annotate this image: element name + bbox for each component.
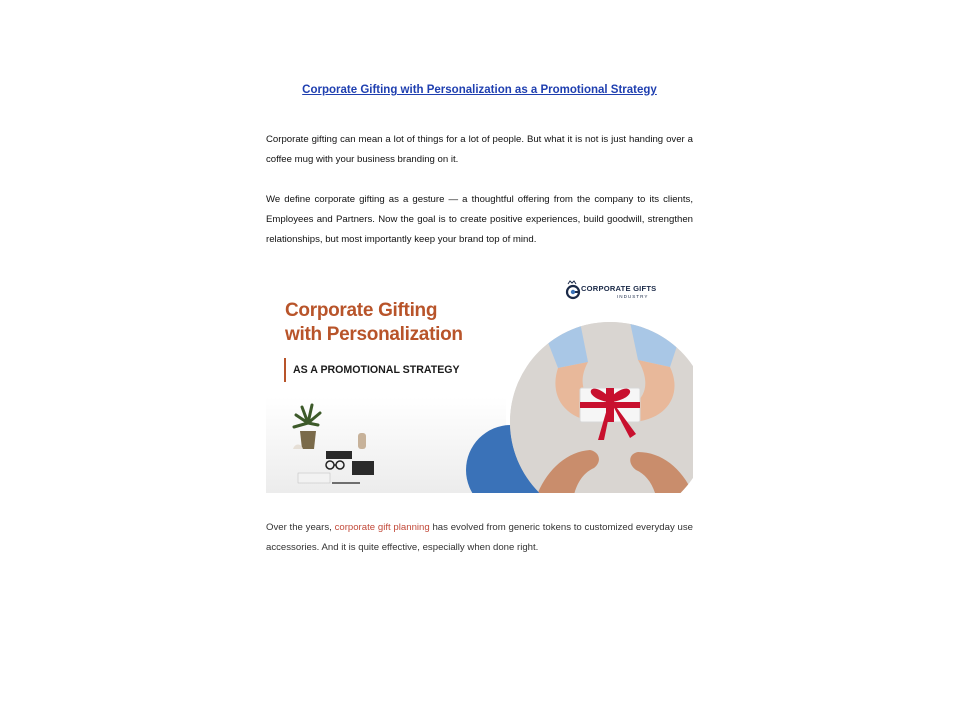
logo-subtext: INDUSTRY xyxy=(617,294,649,299)
desk-decor-icon xyxy=(288,403,398,489)
logo-mark-icon xyxy=(565,280,581,300)
promo-banner-image xyxy=(266,277,693,493)
banner-heading-line-1: Corporate Gifting xyxy=(285,300,438,321)
banner-heading-line-2: with Personalization xyxy=(285,324,463,345)
gift-hands-illustration xyxy=(510,322,693,493)
closing-paragraph xyxy=(266,518,693,558)
definition-paragraph: We define corporate gifting as a gesture — a thoughtful offering from the company to its clients, Employees and Partners. Now the goal is to create positive experiences, build goodwill, strengthen relationships, but most importantly keep your brand top of mind. xyxy=(266,194,693,245)
banner-heading xyxy=(285,299,463,347)
corporate-gift-planning-link[interactable]: corporate gift planning xyxy=(334,522,430,533)
document-title[interactable]: Corporate Gifting with Personalization as a Promotional Strategy xyxy=(302,84,657,96)
closing-text-after: has evolved from generic tokens to customized everyday use accessories. And it is quite effective, especially when done right. xyxy=(266,522,693,553)
logo-text: CORPORATE GIFTS xyxy=(581,284,657,293)
banner-subheading: AS A PROMOTIONAL STRATEGY xyxy=(293,364,460,376)
closing-text-before: Over the years, xyxy=(266,522,335,533)
subheading-accent-bar xyxy=(284,358,286,382)
desk-items-illustration xyxy=(288,403,398,493)
intro-paragraph: Corporate gifting can mean a lot of things for a lot of people. But what it is not is just handing over a coffee mug with your business branding on it. xyxy=(266,134,693,165)
gift-exchange-photo xyxy=(510,322,693,493)
